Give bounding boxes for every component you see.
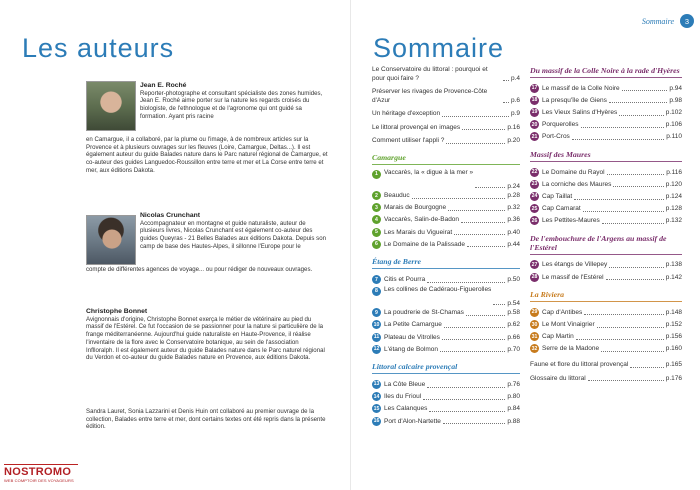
walk-page: p.36 bbox=[507, 216, 520, 224]
walk-title: Vaccarès, la « digue à la mer » bbox=[384, 168, 474, 176]
toc-entry-page: p.4 bbox=[510, 74, 520, 82]
toc-entry[interactable] bbox=[372, 88, 520, 105]
walk-page: p.106 bbox=[665, 121, 682, 129]
toc-column-left bbox=[372, 66, 520, 427]
walk-title: Serre de la Madone bbox=[542, 345, 600, 353]
author-bio-continued: en Camargue, il a collaboré, par la plume ou l'image, à de nombreux articles sur la Provence et à plusieurs ouvrages sur les fleuves (Loire, Camargue, Deltas...). Il est également auteur du guide Balades nature dans le Parc naturel régional de Camargue, et co-auteur des guides Languedoc-Roussillon entre terre et mer et La Corse entre terre et mer, aux éditions Dakota. bbox=[86, 136, 328, 174]
walk-page: p.80 bbox=[507, 393, 520, 401]
walk-page: p.88 bbox=[507, 417, 520, 425]
section-rule bbox=[530, 254, 682, 255]
walk-page: p.28 bbox=[507, 192, 520, 200]
walk-entry[interactable] bbox=[372, 403, 520, 415]
walk-page: p.70 bbox=[507, 345, 520, 353]
toc-entry-title: Faune et flore du littoral provençal bbox=[530, 361, 629, 368]
walk-number-badge: 4 bbox=[372, 215, 381, 224]
author-name: Nicolas Crunchant bbox=[140, 212, 201, 219]
dot-leader bbox=[423, 399, 505, 400]
toc-entry-title: Le Conservatoire du littoral : pourquoi et pour quoi faire ? bbox=[372, 66, 488, 82]
walk-title: Cap Camarat bbox=[542, 205, 581, 213]
dot-leader bbox=[609, 102, 668, 103]
dot-leader bbox=[427, 387, 505, 388]
running-head bbox=[642, 14, 694, 28]
walk-title: Les étangs de Villepey bbox=[542, 261, 608, 269]
logo-name: NOSTROMO bbox=[4, 466, 72, 478]
dot-leader bbox=[576, 339, 664, 340]
walk-page: p.58 bbox=[507, 309, 520, 317]
walk-page: p.120 bbox=[665, 180, 682, 188]
dot-leader bbox=[467, 246, 505, 247]
dot-leader bbox=[607, 174, 665, 175]
walk-page: p.24 bbox=[507, 182, 520, 190]
walk-page: p.128 bbox=[665, 205, 682, 213]
walk-entry[interactable] bbox=[530, 131, 682, 143]
toc-column-right bbox=[530, 66, 682, 388]
walk-entry[interactable] bbox=[372, 169, 520, 190]
walk-number-badge: 15 bbox=[373, 405, 380, 412]
walk-page: p.94 bbox=[669, 84, 682, 92]
author-bio: Accompagnateur en montagne et guide naturaliste, auteur de plusieurs livres, Nicolas Crunchant est également co-auteur des guides Queyras - 21 Belles Balades aux éditions Dakota. Depuis son camp de base des Hautes-Alpes, il sillonne l'Europe pour le bbox=[140, 219, 326, 250]
section-heading bbox=[530, 150, 682, 162]
toc-entry-page: p.176 bbox=[665, 374, 682, 382]
dot-leader bbox=[429, 411, 505, 412]
walk-title: La poudrerie de St-Chamas bbox=[384, 309, 464, 317]
section-heading-text: Massif des Maures bbox=[530, 149, 591, 159]
dot-leader bbox=[503, 80, 509, 81]
toc-sections-right bbox=[530, 66, 682, 355]
walk-entry[interactable] bbox=[372, 307, 520, 319]
dot-leader bbox=[588, 380, 664, 381]
walk-title: La corniche des Maures bbox=[542, 180, 612, 188]
walk-title: La Petite Camargue bbox=[384, 321, 442, 329]
walk-number-badge: 5 bbox=[372, 228, 381, 237]
walk-entry[interactable] bbox=[530, 106, 682, 118]
section-rule bbox=[372, 164, 520, 165]
walk-entry[interactable] bbox=[372, 331, 520, 343]
dot-leader bbox=[574, 199, 663, 200]
walk-page: p.32 bbox=[507, 204, 520, 212]
walk-title: La Côte Bleue bbox=[384, 380, 426, 388]
dot-leader bbox=[448, 210, 505, 211]
dot-leader bbox=[584, 314, 663, 315]
walk-number-badge: 25 bbox=[531, 205, 538, 212]
walk-number-badge: 13 bbox=[373, 381, 380, 388]
section-heading-text: De l'embouchure de l'Argens au massif de l'Estérel bbox=[530, 233, 667, 252]
authors-title: Les auteurs bbox=[22, 33, 175, 63]
walk-number-badge: 24 bbox=[531, 193, 538, 200]
walk-title: Beauduc bbox=[384, 192, 410, 200]
dot-leader bbox=[493, 304, 505, 305]
walk-title: Les Pettites-Maures bbox=[542, 217, 600, 225]
author-block-crunchant bbox=[140, 212, 328, 251]
dot-leader bbox=[503, 102, 509, 103]
toc-entry[interactable] bbox=[372, 124, 520, 133]
dot-leader bbox=[602, 223, 664, 224]
walk-title: La presqu'île de Giens bbox=[542, 96, 607, 104]
walk-entry[interactable] bbox=[372, 214, 520, 226]
walk-entry[interactable] bbox=[530, 331, 682, 343]
section-heading bbox=[372, 257, 520, 269]
walk-number-badge: 18 bbox=[531, 97, 538, 104]
walk-title: Plateau de Vitrolles bbox=[384, 333, 440, 341]
walk-entry[interactable] bbox=[372, 226, 520, 238]
page-number: 3 bbox=[680, 14, 694, 28]
walk-page: p.44 bbox=[507, 240, 520, 248]
walk-title: Cap Taillat bbox=[542, 192, 573, 200]
toc-entry-page: p.16 bbox=[507, 123, 520, 131]
walk-page: p.102 bbox=[665, 108, 682, 116]
running-head-title: Sommaire bbox=[641, 16, 674, 26]
logo-tagline: WEB COMPTOIR DES VOYAGEURS bbox=[4, 478, 74, 483]
walk-number-badge: 1 bbox=[372, 170, 381, 179]
walk-page: p.138 bbox=[665, 261, 682, 269]
walk-entry[interactable] bbox=[530, 271, 682, 283]
section-rule bbox=[372, 268, 520, 269]
walk-number-badge: 26 bbox=[531, 217, 538, 224]
walk-page: p.76 bbox=[507, 380, 520, 388]
walk-number-badge: 9 bbox=[372, 308, 381, 317]
toc-entry-title: Un héritage d'exception bbox=[372, 110, 441, 117]
walk-entry[interactable] bbox=[530, 306, 682, 318]
dot-leader bbox=[443, 423, 505, 424]
walk-number-badge: 32 bbox=[531, 345, 538, 352]
walk-page: p.84 bbox=[507, 405, 520, 413]
walk-number-badge: 31 bbox=[531, 333, 538, 340]
walk-number-badge: 12 bbox=[373, 346, 380, 353]
dot-leader bbox=[442, 116, 509, 117]
dot-leader bbox=[609, 267, 663, 268]
toc-entry-page: p.165 bbox=[665, 361, 682, 368]
walk-title: Port d'Alon-Nartette bbox=[384, 417, 441, 425]
walk-entry[interactable] bbox=[372, 202, 520, 214]
section-rule bbox=[530, 161, 682, 162]
walk-title: Cap d'Antibes bbox=[542, 308, 583, 316]
walk-entry[interactable] bbox=[372, 391, 520, 403]
toc-entry-title: Glossaire du littoral bbox=[530, 374, 586, 382]
walk-entry[interactable] bbox=[530, 94, 682, 106]
walk-entry[interactable] bbox=[530, 166, 682, 178]
section-heading-text: Camargue bbox=[372, 152, 406, 162]
walk-entry[interactable] bbox=[372, 415, 520, 427]
walk-entry[interactable] bbox=[530, 178, 682, 190]
dot-leader bbox=[597, 327, 664, 328]
walk-number-badge: 6 bbox=[372, 240, 381, 249]
walk-title: Citis et Pourra bbox=[384, 276, 426, 284]
walk-number-badge: 23 bbox=[531, 181, 538, 188]
dot-leader bbox=[619, 115, 664, 116]
walk-page: p.66 bbox=[507, 333, 520, 341]
walk-title: Le massif de l'Estérel bbox=[542, 273, 604, 281]
dot-leader bbox=[427, 282, 505, 283]
walk-page: p.40 bbox=[507, 228, 520, 236]
walk-number-badge: 29 bbox=[531, 309, 538, 316]
walk-entry[interactable] bbox=[530, 119, 682, 131]
walk-page: p.110 bbox=[666, 133, 682, 141]
walk-entry[interactable] bbox=[530, 203, 682, 215]
walk-entry[interactable] bbox=[372, 286, 520, 307]
walk-title: L'étang de Bolmon bbox=[384, 345, 439, 353]
dot-leader bbox=[613, 186, 663, 187]
dot-leader bbox=[601, 351, 664, 352]
walk-number-badge: 14 bbox=[373, 393, 380, 400]
contents-title: Sommaire bbox=[373, 33, 505, 63]
dot-leader bbox=[475, 187, 505, 188]
toc-outro-list bbox=[530, 361, 682, 383]
walk-title: Marais de Bourgogne bbox=[384, 204, 447, 212]
section-heading bbox=[530, 290, 682, 302]
dot-leader bbox=[466, 315, 505, 316]
author-bio: Reporter-photographe et consultant spécialiste des zones humides, Jean E. Roché aime porter sur la nature les regards croisés du biologiste, de l'ethnologue et de l'agronome qui ont guidé sa formation. Ayant pris racine bbox=[140, 89, 323, 120]
walk-page: p.54 bbox=[507, 299, 520, 307]
author-photo-roche bbox=[86, 81, 136, 131]
toc-entry-title: Comment utiliser l'appli ? bbox=[372, 137, 445, 144]
walk-entry[interactable] bbox=[372, 319, 520, 331]
dot-leader bbox=[583, 211, 664, 212]
toc-entry-page: p.9 bbox=[510, 110, 520, 117]
author-block-roche bbox=[140, 82, 328, 121]
walk-number-badge: 30 bbox=[531, 321, 538, 328]
walk-page: p.116 bbox=[666, 168, 682, 176]
section-rule bbox=[530, 301, 682, 302]
toc-entry-title: Préserver les rivages de Provence-Côte d'Azur bbox=[372, 88, 488, 104]
dot-leader bbox=[461, 222, 505, 223]
section-heading bbox=[372, 153, 520, 165]
walk-entry[interactable] bbox=[372, 238, 520, 250]
walk-title: Iles du Frioul bbox=[384, 393, 422, 401]
dot-leader bbox=[412, 198, 506, 199]
walk-title: Cap Martin bbox=[542, 333, 574, 341]
section-rule bbox=[530, 77, 682, 78]
walk-number-badge: 27 bbox=[531, 261, 538, 268]
walk-page: p.156 bbox=[665, 333, 682, 341]
walk-entry[interactable] bbox=[530, 82, 682, 94]
toc-entry[interactable] bbox=[530, 375, 682, 384]
dot-leader bbox=[630, 367, 663, 368]
dot-leader bbox=[622, 90, 668, 91]
walk-number-badge: 22 bbox=[531, 169, 538, 176]
walk-title: Le Domaine de la Palissade bbox=[384, 240, 465, 248]
dot-leader bbox=[454, 234, 505, 235]
toc-entry-page: p.20 bbox=[507, 137, 520, 144]
dot-leader bbox=[581, 127, 664, 128]
walk-title: Les Marais du Vigueirat bbox=[384, 228, 453, 236]
toc-entry[interactable] bbox=[372, 137, 520, 146]
walk-title: Les Calanques bbox=[384, 405, 428, 413]
walk-number-badge: 11 bbox=[373, 334, 380, 341]
author-name: Jean E. Roché bbox=[140, 82, 187, 89]
walk-page: p.142 bbox=[665, 273, 682, 281]
walk-title: Le Domaine du Rayol bbox=[542, 168, 605, 176]
walk-number-badge: 19 bbox=[531, 109, 538, 116]
dot-leader bbox=[444, 327, 506, 328]
walk-entry[interactable] bbox=[530, 190, 682, 202]
walk-entry[interactable] bbox=[372, 190, 520, 202]
section-heading-text: Du massif de la Colle Noire à la rade d'Hyères bbox=[530, 66, 680, 75]
walk-entry[interactable] bbox=[530, 215, 682, 227]
toc-intro-list bbox=[372, 66, 520, 146]
walk-number-badge: 17 bbox=[531, 85, 538, 92]
walk-number-badge: 8 bbox=[372, 287, 381, 296]
walk-number-badge: 10 bbox=[373, 321, 380, 328]
author-bio-continued: compte de différentes agences de voyage... ou pour rédiger de nouveaux ouvrages. bbox=[86, 266, 313, 273]
section-heading-text: La Riviera bbox=[530, 290, 564, 300]
walk-page: p.62 bbox=[507, 321, 520, 329]
walk-number-badge: 3 bbox=[372, 203, 381, 212]
section-heading bbox=[372, 362, 520, 374]
dot-leader bbox=[572, 139, 664, 140]
walk-page: p.50 bbox=[507, 276, 520, 284]
toc-sections-left bbox=[372, 153, 520, 428]
walk-number-badge: 16 bbox=[373, 418, 380, 425]
walk-number-badge: 28 bbox=[531, 274, 538, 281]
toc-entry[interactable] bbox=[372, 66, 520, 83]
author-name: Christophe Bonnet bbox=[86, 308, 148, 315]
walk-page: p.160 bbox=[665, 345, 682, 353]
walk-title: Vaccarès, Salin-de-Badon bbox=[384, 216, 460, 224]
walk-entry[interactable] bbox=[530, 259, 682, 271]
dot-leader bbox=[446, 143, 505, 144]
toc-entry[interactable] bbox=[372, 110, 520, 119]
walk-number-badge: 7 bbox=[372, 275, 381, 284]
dot-leader bbox=[606, 279, 664, 280]
walk-page: p.98 bbox=[669, 96, 682, 104]
walk-page: p.152 bbox=[665, 321, 682, 329]
walk-page: p.148 bbox=[665, 308, 682, 316]
section-heading bbox=[530, 234, 682, 255]
walk-entry[interactable] bbox=[530, 343, 682, 355]
walk-entry[interactable] bbox=[372, 273, 520, 285]
walk-page: p.124 bbox=[665, 192, 682, 200]
walk-title: Les Vieux Salins d'Hyères bbox=[542, 108, 618, 116]
toc-entry[interactable] bbox=[530, 361, 682, 370]
contributors-note: Sandra Lauret, Sonia Lazzarini et Denis Huin ont collaboré au premier ouvrage de la collection, Balades entre terre et mer, dont certains textes ont été repris dans la présente édition. bbox=[86, 408, 326, 431]
walk-title: Le Mont Vinaigrier bbox=[542, 321, 595, 329]
section-heading-text: Étang de Berre bbox=[372, 257, 421, 267]
walk-title: Le massif de la Colle Noire bbox=[542, 84, 620, 92]
walk-title: Porquerolles bbox=[542, 121, 579, 129]
walk-entry[interactable] bbox=[372, 378, 520, 390]
author-block-bonnet bbox=[86, 308, 328, 362]
toc-entry-title: Le littoral provençal en images bbox=[372, 123, 461, 131]
author-photo-crunchant bbox=[86, 215, 136, 265]
dot-leader bbox=[442, 339, 505, 340]
walk-title: Port-Cros bbox=[542, 133, 570, 141]
walk-title: Les collines de Cadéraou-Figuerolles bbox=[384, 285, 492, 293]
dot-leader bbox=[440, 351, 505, 352]
nostromo-logo bbox=[4, 464, 78, 486]
walk-page: p.132 bbox=[665, 217, 682, 225]
walk-entry[interactable] bbox=[372, 343, 520, 355]
walk-number-badge: 21 bbox=[531, 133, 538, 140]
author-bio: Avignonnais d'origine, Christophe Bonnet exerça le métier de vétérinaire au pied du massif de l'Estérel. Ce fut l'occasion de se passionner pour la nature si particulière de la frange méditerranéenne. Aujourd'hui guide naturaliste en Haute-Provence, il réalise l'inventaire de la flore avec le Conservatoire botanique, au sein de l'association Inflloralph. Il est également auteur du guide Balades nature dans le Parc naturel régional du Verdon et co-auteur du guide Balades nature en Provence, aux éditions Dakota. bbox=[86, 315, 325, 362]
walk-number-badge: 20 bbox=[531, 121, 538, 128]
toc-entry-page: p.6 bbox=[510, 96, 520, 104]
dot-leader bbox=[462, 129, 505, 130]
section-heading bbox=[530, 66, 682, 78]
walk-number-badge: 2 bbox=[372, 191, 381, 200]
section-rule bbox=[372, 373, 520, 374]
walk-entry[interactable] bbox=[530, 318, 682, 330]
section-heading-text: Littoral calcaire provençal bbox=[372, 362, 458, 372]
